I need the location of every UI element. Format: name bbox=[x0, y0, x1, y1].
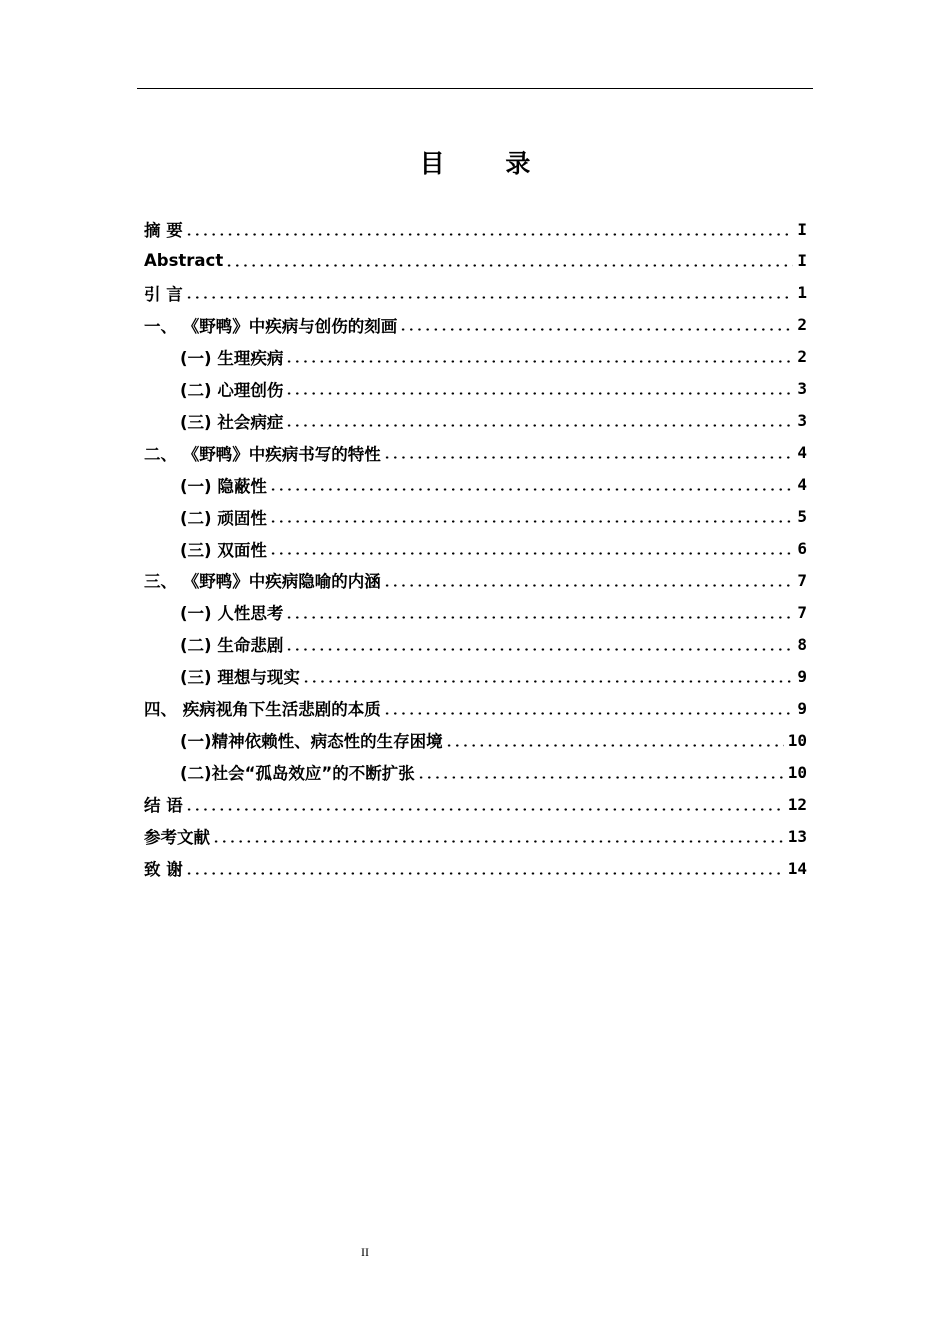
toc-entry-page: 4 bbox=[797, 475, 807, 495]
toc-entry[interactable] bbox=[180, 724, 807, 756]
toc-entry-title: 四、 疾病视角下生活悲剧的本质 bbox=[144, 700, 381, 720]
toc-dot-leader bbox=[383, 712, 794, 715]
toc-entry-page: 13 bbox=[787, 826, 807, 846]
toc-dot-leader bbox=[383, 584, 794, 587]
toc-dot-leader bbox=[383, 456, 794, 459]
toc-entry-title: 一、 《野鸭》中疾病与创伤的刻画 bbox=[144, 316, 398, 336]
toc-dot-leader bbox=[225, 264, 793, 267]
toc-entry[interactable] bbox=[180, 501, 807, 533]
toc-entry-title: 二、 《野鸭》中疾病书写的特性 bbox=[144, 444, 381, 464]
toc-entry-title: (二)社会“孤岛效应”的不断扩张 bbox=[180, 764, 415, 784]
toc-entry[interactable] bbox=[144, 245, 807, 277]
toc-entry-title: (三) 双面性 bbox=[180, 540, 267, 560]
toc-entry-title: 参考文献 bbox=[144, 828, 210, 848]
toc-dot-leader bbox=[269, 552, 794, 555]
toc-dot-leader bbox=[185, 296, 794, 299]
toc-entry[interactable] bbox=[144, 277, 807, 309]
toc-entry[interactable] bbox=[180, 405, 807, 437]
toc-entry[interactable] bbox=[180, 756, 807, 788]
toc-entry-title: (二) 心理创伤 bbox=[180, 380, 284, 400]
toc-entry-page: I bbox=[797, 251, 807, 271]
toc-entry-title: 致 谢 bbox=[144, 860, 183, 879]
toc-dot-leader bbox=[285, 616, 793, 619]
toc-entry-page: 8 bbox=[797, 634, 807, 654]
toc-entry-page: 10 bbox=[787, 762, 807, 782]
toc-entry-title: 结 语 bbox=[144, 796, 183, 816]
toc-dot-leader bbox=[285, 648, 793, 651]
toc-entry-title: 三、 《野鸭》中疾病隐喻的内涵 bbox=[144, 572, 381, 592]
toc-entry-page: 9 bbox=[797, 666, 807, 686]
page-number: II bbox=[361, 1245, 369, 1259]
toc-entry-page: 3 bbox=[797, 379, 807, 399]
toc-dot-leader bbox=[269, 488, 794, 491]
toc-entry[interactable] bbox=[144, 213, 807, 245]
toc-entry-page: 14 bbox=[787, 858, 807, 878]
toc-entry[interactable] bbox=[144, 564, 807, 596]
toc-entry-page: 10 bbox=[787, 730, 807, 750]
toc-entry-page: 7 bbox=[797, 570, 807, 590]
toc-dot-leader bbox=[285, 392, 793, 395]
toc-dot-leader bbox=[269, 520, 794, 523]
toc-entry[interactable] bbox=[180, 628, 807, 660]
toc-entry-title: 摘 要 bbox=[144, 221, 183, 240]
toc-entry-page: I bbox=[797, 219, 807, 239]
toc-entry[interactable] bbox=[144, 788, 807, 820]
toc-entry-title: (一) 人性思考 bbox=[180, 604, 284, 624]
toc-entry-page: 7 bbox=[797, 602, 807, 622]
toc-entry[interactable] bbox=[180, 341, 807, 373]
toc-entry-page: 2 bbox=[797, 347, 807, 367]
toc-entry-title: (一) 生理疾病 bbox=[180, 348, 284, 368]
toc-entry[interactable] bbox=[180, 373, 807, 405]
toc-entry-page: 3 bbox=[797, 411, 807, 431]
toc-dot-leader bbox=[285, 360, 793, 363]
toc-dot-leader bbox=[285, 424, 793, 427]
toc-entry-title: (二) 生命悲剧 bbox=[180, 636, 284, 656]
toc-dot-leader bbox=[185, 233, 794, 236]
toc-entry-title: 引 言 bbox=[144, 284, 183, 304]
toc-entry[interactable] bbox=[144, 437, 807, 469]
toc-entry-page: 6 bbox=[797, 539, 807, 558]
toc-entry-title: (三) 社会病症 bbox=[180, 412, 284, 432]
toc-entry-title: (一) 隐蔽性 bbox=[180, 476, 267, 496]
toc-entry-title: Abstract bbox=[144, 251, 224, 271]
toc-entry[interactable] bbox=[180, 533, 807, 565]
toc-entry-page: 1 bbox=[797, 283, 807, 303]
toc-entry[interactable] bbox=[144, 692, 807, 724]
toc-dot-leader bbox=[445, 744, 784, 747]
toc-dot-leader bbox=[212, 840, 784, 843]
toc-entry[interactable] bbox=[180, 596, 807, 628]
toc-entry[interactable] bbox=[144, 852, 807, 884]
toc-title: 目 录 bbox=[419, 149, 557, 178]
toc-entry-page: 4 bbox=[797, 443, 807, 463]
toc-dot-leader bbox=[185, 872, 784, 875]
toc-entry[interactable] bbox=[144, 820, 807, 852]
toc-entry[interactable] bbox=[180, 469, 807, 501]
toc-entry-title: (二) 顽固性 bbox=[180, 508, 267, 528]
toc-entry-title: (三) 理想与现实 bbox=[180, 668, 300, 688]
toc-dot-leader bbox=[417, 776, 784, 779]
toc-entry-page: 5 bbox=[797, 507, 807, 527]
header-rule bbox=[137, 88, 813, 89]
toc-entry-page: 12 bbox=[787, 794, 807, 814]
toc-dot-leader bbox=[185, 808, 784, 811]
toc-entry[interactable] bbox=[180, 660, 807, 692]
toc-entry-page: 2 bbox=[797, 315, 807, 335]
toc-entry-title: (一)精神依赖性、病态性的生存困境 bbox=[180, 732, 443, 752]
toc-dot-leader bbox=[399, 328, 793, 331]
toc-entry[interactable] bbox=[144, 309, 807, 341]
toc-entry-page: 9 bbox=[797, 698, 807, 718]
toc-dot-leader bbox=[302, 680, 794, 683]
